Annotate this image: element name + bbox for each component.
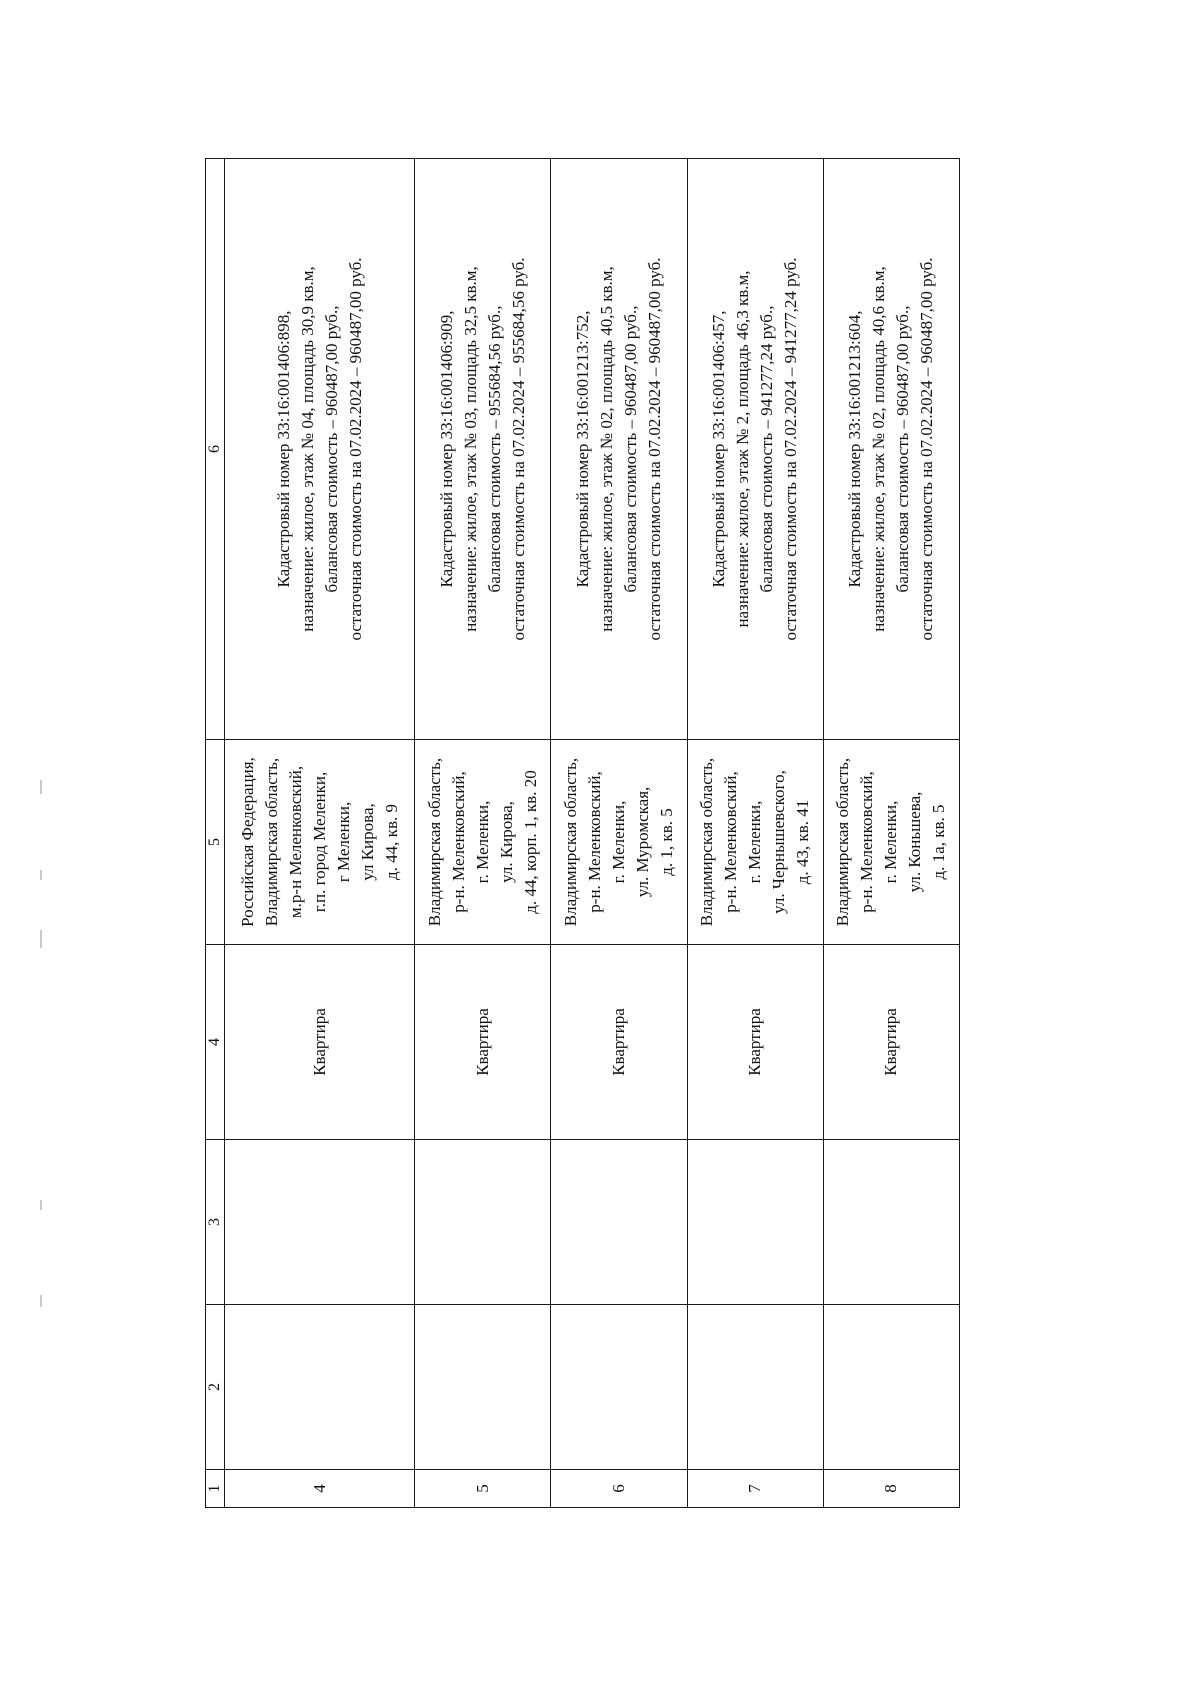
description-cell <box>415 159 551 740</box>
cell-col-3 <box>551 1140 687 1305</box>
table-row <box>415 159 551 1508</box>
description-line: остаточная стоимость на 07.02.2024 – 941277,24 руб. <box>781 257 801 641</box>
row-number: 6 <box>551 1470 687 1508</box>
description-line: остаточная стоимость на 07.02.2024 – 955684,56 руб. <box>508 257 528 641</box>
description-line: назначение: жилое, этаж № 2, площадь 46,3 кв.м, <box>733 270 753 628</box>
cell-col-3 <box>823 1140 959 1305</box>
row-number: 7 <box>687 1470 823 1508</box>
description-line: балансовая стоимость – 960487,00 руб., <box>321 305 341 593</box>
address-line: р-н. Меленковский, <box>721 771 741 913</box>
address-line: ул. Кирова, <box>496 801 516 883</box>
address-line: Владимирская область, <box>697 757 717 927</box>
address-line: м.р-н Меленковский, <box>285 765 305 919</box>
header-row <box>206 159 225 1508</box>
cell-col-2 <box>551 1305 687 1470</box>
address-line: г Меленки, <box>333 801 353 883</box>
description-line: балансовая стоимость – 955684,56 руб., <box>484 305 504 593</box>
description-line: Кадастровый номер 33:16:001406:898, <box>273 310 293 588</box>
object-type: Квартира <box>687 945 823 1140</box>
address-line: ул. Муромская, <box>633 786 652 898</box>
header-col-1: 1 <box>206 1470 225 1508</box>
rotated-table-container <box>205 158 960 1508</box>
description-cell <box>551 159 687 740</box>
cell-col-3 <box>225 1140 415 1305</box>
row-number: 4 <box>225 1470 415 1508</box>
address-line: р-н. Меленковский, <box>585 771 604 913</box>
address-line: ул. Чернышевского, <box>769 770 789 914</box>
object-type: Квартира <box>823 945 959 1140</box>
address-cell <box>415 740 551 945</box>
address-line: д. 1, кв. 5 <box>657 808 676 876</box>
address-line: г.п. город Меленки, <box>309 771 329 913</box>
table-row <box>823 159 959 1508</box>
row-number: 5 <box>415 1470 551 1508</box>
address-line: ул Кирова, <box>357 803 377 881</box>
cell-col-2 <box>225 1305 415 1470</box>
cell-col-2 <box>415 1305 551 1470</box>
description-line: назначение: жилое, этаж № 04, площадь 30,9 кв.м, <box>297 266 317 632</box>
description-line: Кадастровый номер 33:16:001406:909, <box>436 310 456 588</box>
scan-speck <box>40 1295 42 1307</box>
description-line: назначение: жилое, этаж № 03, площадь 32,5 кв.м, <box>460 266 480 632</box>
address-line: д. 44, кв. 9 <box>381 804 401 880</box>
address-line: Российская Федерация, <box>237 757 257 927</box>
address-line: д. 44, корп. 1, кв. 20 <box>520 770 540 914</box>
description-line: назначение: жилое, этаж № 02, площадь 40,5 кв.м, <box>597 266 616 632</box>
description-line: балансовая стоимость – 960487,00 руб., <box>621 305 640 593</box>
description-line: балансовая стоимость – 960487,00 руб., <box>893 305 913 593</box>
address-line: Владимирская область, <box>424 757 444 927</box>
description-cell <box>687 159 823 740</box>
address-line: Владимирская область, <box>261 757 281 927</box>
header-col-2: 2 <box>206 1305 225 1470</box>
address-line: д. 43, кв. 41 <box>793 799 813 885</box>
table-body <box>225 159 960 1508</box>
scan-speck <box>40 870 42 880</box>
address-line: г. Меленки, <box>745 800 765 884</box>
description-line: Кадастровый номер 33:16:001213:604, <box>845 310 865 588</box>
object-type: Квартира <box>225 945 415 1140</box>
cell-col-3 <box>415 1140 551 1305</box>
description-line: остаточная стоимость на 07.02.2024 – 960487,00 руб. <box>917 257 937 641</box>
address-line: г. Меленки, <box>472 800 492 884</box>
address-line: р-н. Меленковский, <box>857 771 877 913</box>
address-cell <box>823 740 959 945</box>
property-table <box>205 158 960 1508</box>
table-row <box>551 159 687 1508</box>
description-line: Кадастровый номер 33:16:001406:457, <box>709 310 729 588</box>
address-line: г. Меленки, <box>881 800 901 884</box>
header-col-3: 3 <box>206 1140 225 1305</box>
address-line: д. 1а, кв. 5 <box>929 804 949 880</box>
table-row <box>687 159 823 1508</box>
cell-col-2 <box>687 1305 823 1470</box>
description-cell <box>225 159 415 740</box>
address-line: Владимирская область, <box>833 757 853 927</box>
header-col-5: 5 <box>206 740 225 945</box>
address-line: ул. Коньшева, <box>905 791 925 893</box>
row-number: 8 <box>823 1470 959 1508</box>
table-row <box>225 159 415 1508</box>
header-col-6: 6 <box>206 159 225 740</box>
object-type: Квартира <box>415 945 551 1140</box>
description-line: назначение: жилое, этаж № 02, площадь 40,6 кв.м, <box>869 266 889 632</box>
address-line: Владимирская область, <box>561 757 580 927</box>
address-line: р-н. Меленковский, <box>448 771 468 913</box>
address-cell <box>225 740 415 945</box>
cell-col-2 <box>823 1305 959 1470</box>
object-type: Квартира <box>551 945 687 1140</box>
scan-speck <box>40 930 42 948</box>
address-line: г. Меленки, <box>609 800 628 884</box>
description-cell <box>823 159 959 740</box>
description-line: остаточная стоимость на 07.02.2024 – 960487,00 руб. <box>345 257 365 641</box>
scan-speck <box>40 1200 42 1210</box>
header-col-4: 4 <box>206 945 225 1140</box>
address-cell <box>687 740 823 945</box>
address-cell <box>551 740 687 945</box>
cell-col-3 <box>687 1140 823 1305</box>
description-line: остаточная стоимость на 07.02.2024 – 960487,00 руб. <box>645 257 664 641</box>
description-line: Кадастровый номер 33:16:001213:752, <box>573 310 592 588</box>
scan-speck <box>40 780 42 794</box>
description-line: балансовая стоимость – 941277,24 руб., <box>757 305 777 593</box>
